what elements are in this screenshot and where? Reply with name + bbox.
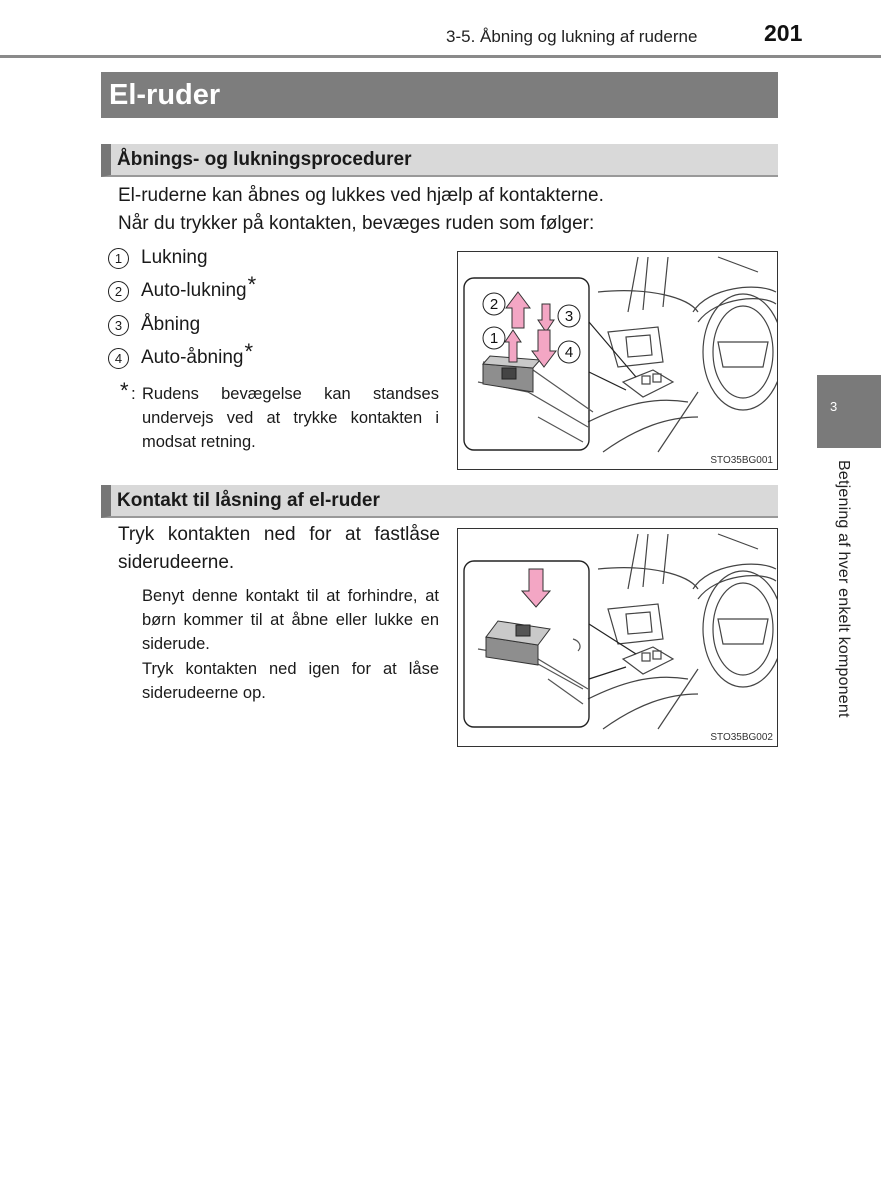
circled-number: 1	[108, 248, 129, 269]
figure-code: STO35BG002	[710, 732, 773, 743]
page-title: El-ruder	[101, 72, 778, 118]
window-switch-illustration	[458, 252, 777, 469]
page-number: 201	[764, 20, 803, 46]
footnote-text: Rudens bevægelse kan standses undervejs ved at trykke kontakten i modsat retning.	[142, 385, 439, 451]
lock-note-1: Benyt denne kontakt til at forhindre, at børn kommer til at åbne eller lukke en siderude.	[142, 587, 439, 653]
list-item	[108, 272, 257, 305]
list-item-label: Auto-åbning	[141, 347, 244, 368]
lock-switch-illustration	[458, 529, 777, 746]
circled-number: 3	[108, 315, 129, 336]
header-rule	[0, 55, 881, 58]
callout-1: 1	[489, 330, 499, 347]
list-item-label: Lukning	[141, 247, 208, 268]
intro-line-2: Når du trykker på kontakten, bevæges ruden som følger:	[118, 213, 595, 234]
asterisk-mark: *	[247, 272, 257, 297]
list-item-label: Auto-lukning	[141, 280, 247, 301]
list-item	[108, 244, 208, 272]
list-item	[108, 339, 254, 372]
callout-3: 3	[564, 308, 574, 325]
callout-2: 2	[489, 296, 499, 313]
footnote-colon: :	[131, 384, 136, 403]
lock-note-2: Tryk kontakten ned igen for at låse siderudeerne op.	[142, 660, 439, 702]
running-header: 3-5. Åbning og lukning af ruderne	[446, 27, 698, 46]
figure-code: STO35BG001	[710, 455, 773, 466]
callout-4: 4	[564, 344, 574, 361]
section-heading-lock-switch: Kontakt til låsning af el-ruder	[101, 485, 778, 518]
figure-window-switch	[457, 251, 778, 470]
circled-number: 2	[108, 281, 129, 302]
asterisk-mark: *	[244, 339, 254, 364]
footnote-mark: *	[120, 378, 129, 403]
section-heading-procedures: Åbnings- og lukningsprocedurer	[101, 144, 778, 177]
chapter-tab: 3	[817, 375, 881, 448]
circled-number: 4	[108, 348, 129, 369]
list-item	[108, 311, 200, 339]
figure-lock-switch	[457, 528, 778, 747]
intro-line-1: El-ruderne kan åbnes og lukkes ved hjælp af kontakterne.	[118, 185, 604, 206]
lock-switch-intro: Tryk kontakten ned for at fastlåse siderudeerne.	[118, 524, 440, 573]
chapter-label: Betjening af hver enkelt komponent	[835, 460, 852, 718]
list-item-label: Åbning	[141, 314, 201, 335]
